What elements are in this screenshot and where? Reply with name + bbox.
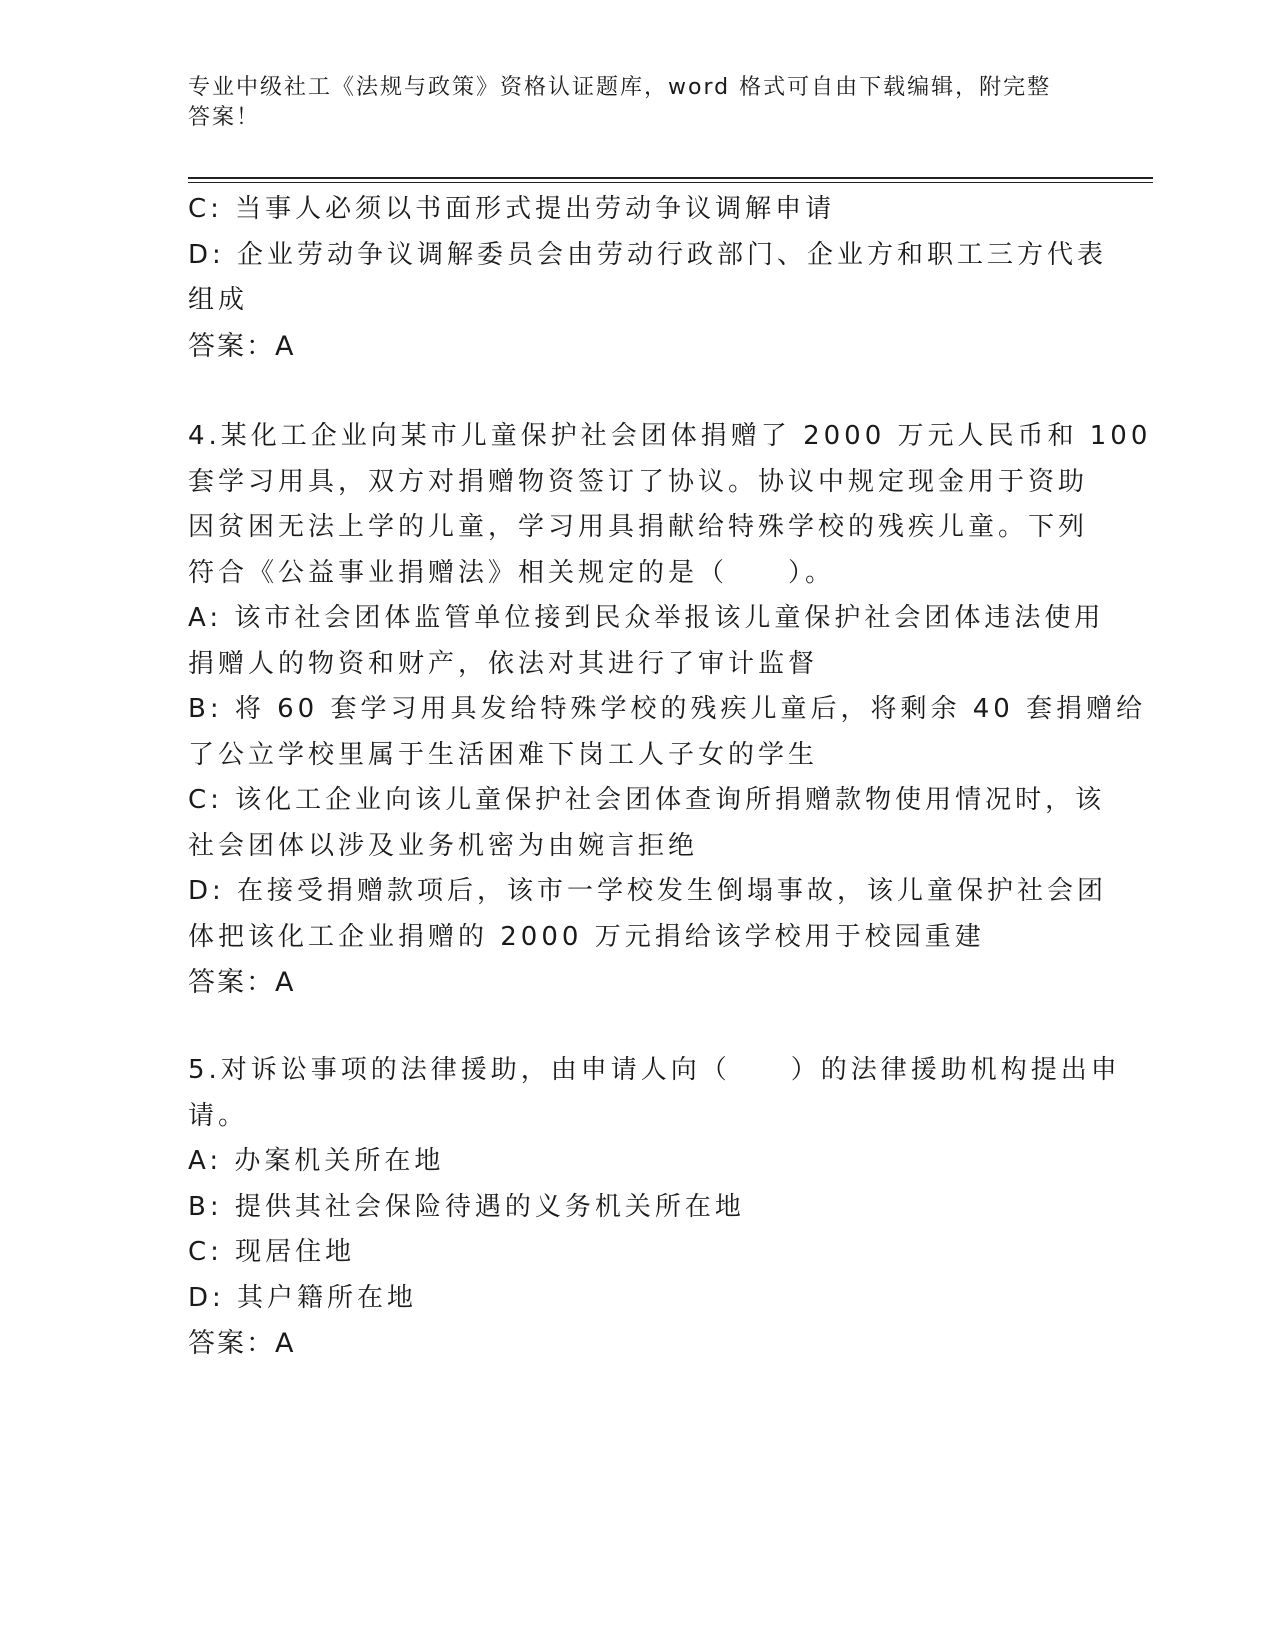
option-d: D: 其户籍所在地 [188, 1282, 418, 1313]
answer: 答案：A [188, 967, 296, 998]
option-b: B: 提供其社会保险待遇的义务机关所在地 [188, 1191, 745, 1222]
header-divider [188, 177, 1153, 183]
option-c: C: 现居住地 [188, 1237, 356, 1267]
option-d-continued: 体把该化工企业捐赠的 2000 万元捐给该学校用于校园重建 [188, 921, 985, 952]
question-4 [188, 414, 1152, 1005]
option-a: A: 办案机关所在地 [188, 1146, 445, 1176]
answer: 答案：A [188, 330, 296, 362]
option-c-continued: 社会团体以涉及业务机密为由婉言拒绝 [188, 830, 699, 861]
option-d: D: 企业劳动争议调解委员会由劳动行政部门、企业方和职工三方代表 [188, 239, 1108, 270]
option-a-continued: 捐赠人的物资和财产，依法对其进行了审计监督 [188, 648, 819, 679]
option-a: A: 该市社会团体监管单位接到民众举报该儿童保护社会团体违法使用 [188, 603, 1105, 633]
header-line: 答案！ [188, 105, 261, 130]
option-c: C: 该化工企业向该儿童保护社会团体查询所捐赠款物使用情况时，该 [188, 785, 1106, 815]
answer: 答案：A [188, 1328, 296, 1359]
option-b: B: 将 60 套学习用具发给特殊学校的残疾儿童后，将剩余 40 套捐赠给 [188, 694, 1147, 724]
option-d-continued: 组成 [188, 285, 249, 315]
question-stem: 符合《公益事业捐赠法》相关规定的是（ ）。 [188, 557, 836, 588]
option-b-continued: 了公立学校里属于生活困难下岗工人子女的学生 [188, 739, 819, 770]
option-c: C: 当事人必须以书面形式提出劳动争议调解申请 [188, 194, 836, 224]
question-5 [188, 1048, 1121, 1366]
question-stem: 请。 [188, 1100, 249, 1131]
page-header [188, 73, 1068, 133]
question-stem: 4.某化工企业向某市儿童保护社会团体捐赠了 2000 万元人民币和 100 [188, 421, 1152, 451]
question-3-tail [188, 187, 1108, 369]
question-stem: 套学习用具，双方对捐赠物资签订了协议。协议中规定现金用于资助 [188, 466, 1089, 497]
question-stem: 5.对诉讼事项的法律援助，由申请人向（ ）的法律援助机构提出申 [188, 1055, 1121, 1085]
option-d: D: 在接受捐赠款项后，该市一学校发生倒塌事故，该儿童保护社会团 [188, 876, 1108, 906]
question-stem: 因贫困无法上学的儿童，学习用具捐献给特殊学校的残疾儿童。下列 [188, 512, 1089, 542]
header-line: 专业中级社工《法规与政策》资格认证题库，word 格式可自由下载编辑，附完整 [188, 75, 1052, 100]
